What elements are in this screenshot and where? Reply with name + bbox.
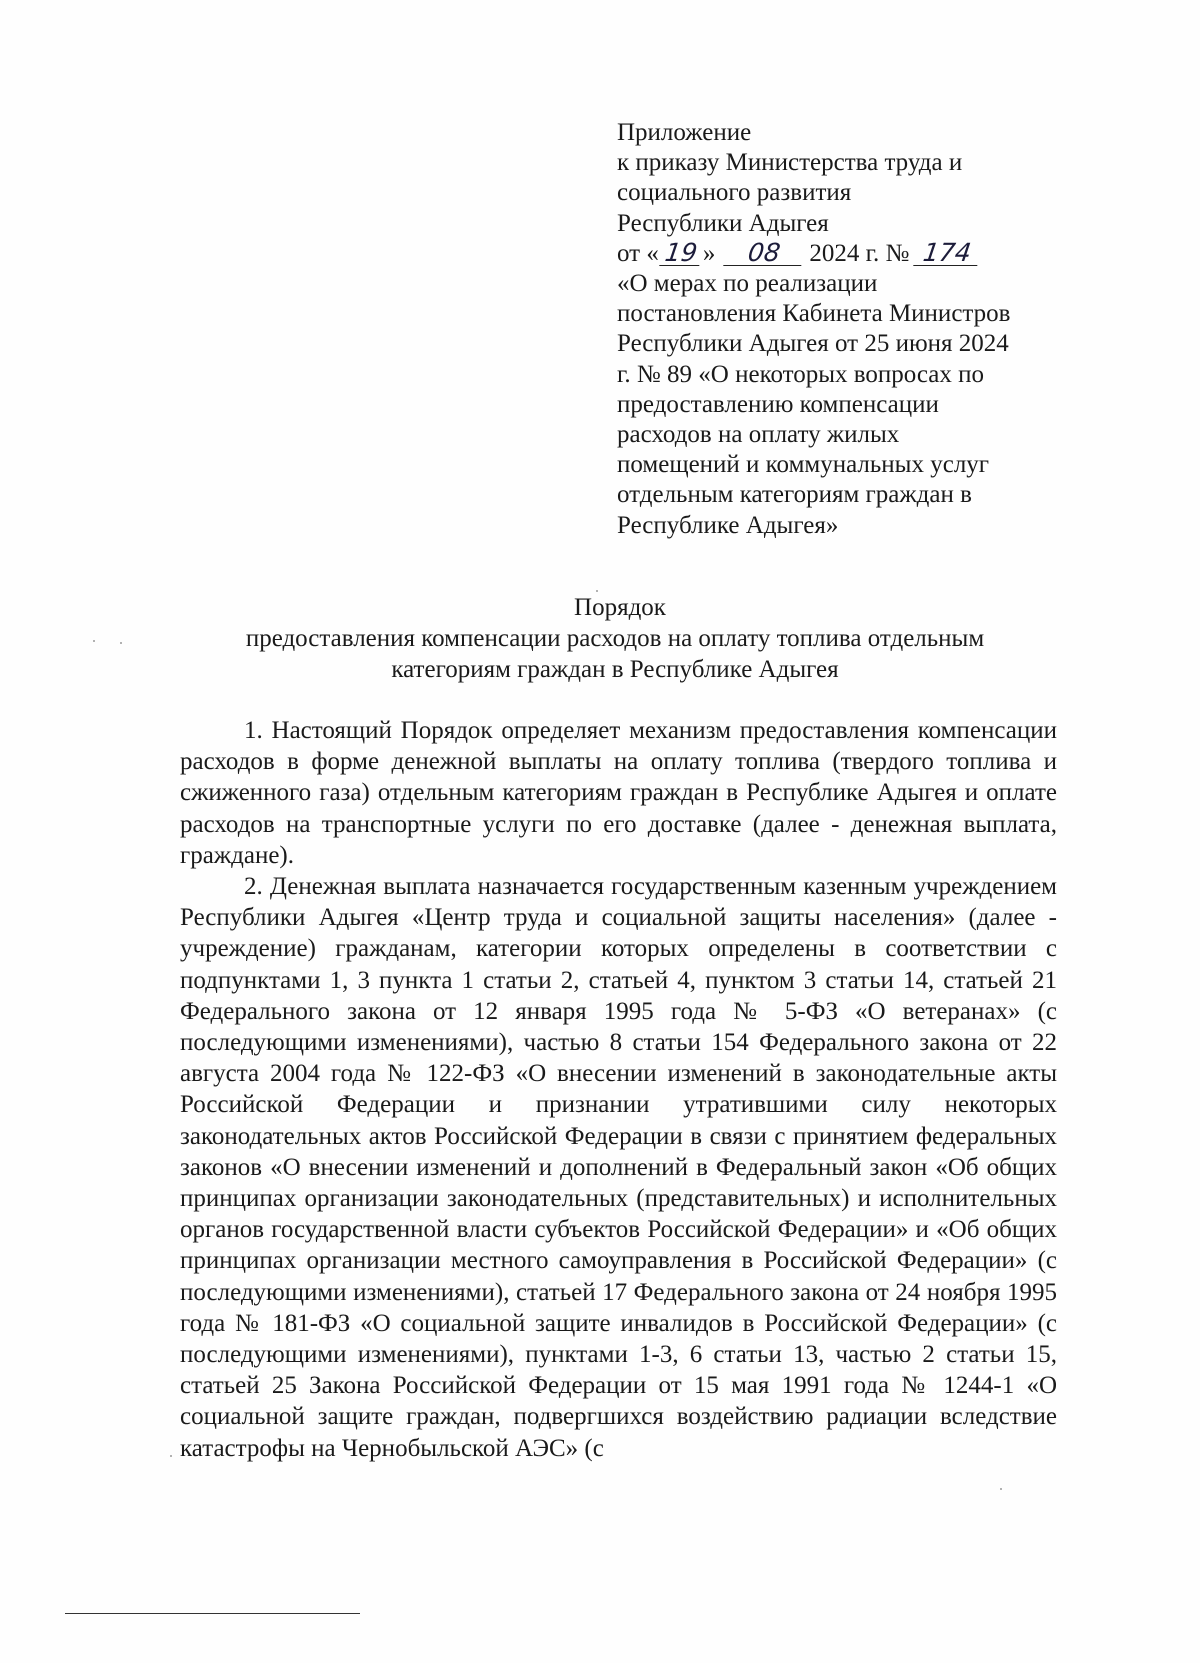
document-body <box>180 715 1057 1464</box>
appendix-subject-line: Республики Адыгея от 25 июня 2024 <box>617 330 1009 358</box>
appendix-header <box>617 118 1077 541</box>
paragraph-2: 2. Денежная выплата назначается государственным казенным учреждением Республики Адыгея «Центр труда и социальной защиты населения» (далее - учреждение) гражданам, категории которых определены в соответствии с подпунктами 1, 3 пункта 1 статьи 2, статьей 4, пунктом 3 статьи 14, статьей 21 Федерального закона от 12 января 1995 года № 5-ФЗ «О ветеранах» (с последующими изменениями), частью 8 статьи 154 Федерального закона от 22 августа 2004 года № 122-ФЗ «О внесении изменений в законодательные акты Российской Федерации и признании утратившими силу некоторых законодательных актов Российской Федерации в связи с принятием федеральных законов «О внесении изменений и дополнений в Федеральный закон «Об общих принципах организации законодательных (представительных) и исполнительных органов государственной власти субъектов Российской Федерации» и «Об общих принципах организации местного самоуправления в Российской Федерации» (с последующими изменениями), статьей 17 Федерального закона от 24 ноября 1995 года № 181-ФЗ «О социальной защите инвалидов в Российской Федерации» (с последующими изменениями), пунктами 1-3, 6 статьи 13, частью 2 статьи 15, статьей 25 Закона Российской Федерации от 15 мая 1991 года № 1244-1 «О социальной защите граждан, подвергшихся воздействию радиации вследствие катастрофы на Чернобыльской АЭС» (с <box>180 873 1057 1462</box>
appendix-line: к приказу Министерства труда и <box>617 149 963 177</box>
title-heading: Порядок <box>574 594 666 621</box>
handwritten-order-number: 174 <box>914 241 982 266</box>
appendix-subject-line: помещений и коммунальных услуг <box>617 451 990 479</box>
date-mid: » <box>702 239 716 267</box>
appendix-subject-line: отдельным категориям граждан в <box>617 481 972 509</box>
scan-speck <box>596 590 598 592</box>
appendix-subject-line: «О мерах по реализации <box>617 270 878 298</box>
appendix-subject-line: г. № 89 «О некоторых вопросах по <box>617 360 985 388</box>
handwritten-month: 08 <box>724 241 806 266</box>
footnote-separator <box>65 1613 360 1614</box>
handwritten-day: 19 <box>659 241 703 266</box>
order-date-line <box>617 239 1077 269</box>
appendix-subject-line: расходов на оплату жилых <box>617 421 900 449</box>
appendix-line: Республики Адыгея <box>617 209 829 237</box>
document-title <box>150 592 1080 685</box>
appendix-line: социального развития <box>617 179 852 207</box>
date-prefix: от « <box>617 239 659 267</box>
scan-speck <box>93 640 95 642</box>
date-year: 2024 г. № <box>809 239 910 267</box>
scan-speck <box>170 1455 172 1457</box>
title-line-2: категориям граждан в Республике Адыгея <box>391 656 839 683</box>
appendix-subject-line: Республике Адыгея» <box>617 511 839 539</box>
scan-speck <box>1000 1488 1002 1490</box>
appendix-subject-line: предоставлению компенсации <box>617 390 939 418</box>
appendix-subject-line: постановления Кабинета Министров <box>617 300 1011 328</box>
title-line-1: предоставления компенсации расходов на оплату топлива отдельным <box>245 625 985 652</box>
paragraph-1: 1. Настоящий Порядок определяет механизм предоставления компенсации расходов в форме денежной выплаты на оплату топлива (твердого топлива и сжиженного газа) отдельным категориям граждан в Республике Адыгея и оплате расходов на транспортные услуги по его доставке (далее - денежная выплата, граждане). <box>180 717 1057 869</box>
appendix-line: Приложение <box>617 119 752 146</box>
scan-speck <box>120 642 122 644</box>
